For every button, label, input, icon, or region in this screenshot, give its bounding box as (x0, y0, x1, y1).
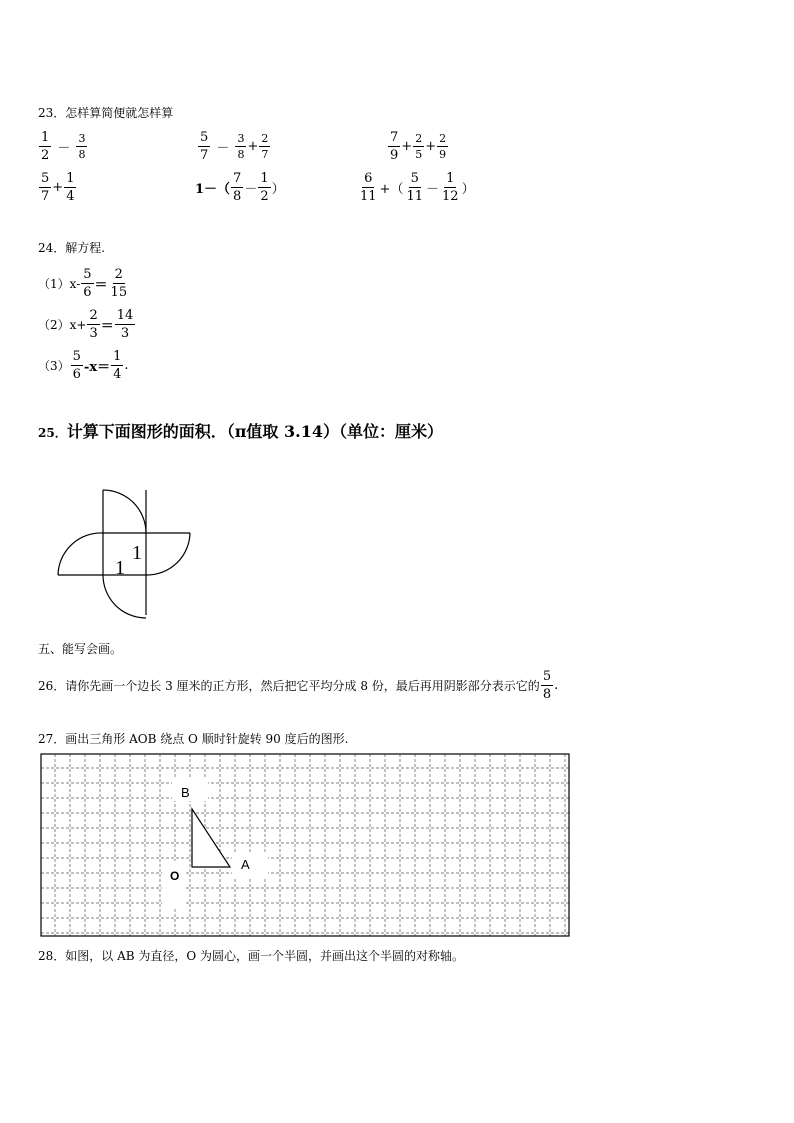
q24-eq-3 (38, 350, 129, 381)
q23-expr-5 (195, 172, 285, 203)
expr-prefix: 1－（ (195, 182, 231, 197)
dot-grid (40, 753, 572, 939)
frac-num: 5 (542, 669, 552, 684)
frac-num: 6 (364, 171, 373, 186)
q25-text: 计算下面图形的面积．（π值取 3.14）（单位：厘米） (66, 422, 443, 441)
frac-den: 7 (261, 148, 269, 161)
figure-arc-top (103, 490, 146, 533)
eq-label: （3） (38, 359, 70, 373)
frac-den: 2 (41, 148, 50, 163)
label-bg (162, 861, 186, 907)
frac-num: 5 (410, 171, 419, 186)
eq-label: （2）x+ (38, 318, 87, 332)
operator: － (426, 182, 440, 197)
expr-suffix: ） (271, 182, 285, 197)
q24-eq-2 (38, 309, 136, 340)
frac-num: 5 (41, 171, 50, 186)
figure-arc-left (58, 533, 103, 575)
frac-num: 1 (66, 171, 75, 186)
frac-num: 7 (390, 130, 399, 145)
frac-den: 2 (260, 189, 269, 204)
frac-num: 2 (114, 267, 123, 282)
figure-arc-bottom (103, 575, 146, 618)
frac-den: 4 (66, 189, 75, 204)
frac-den: 6 (72, 367, 81, 382)
operator: － (57, 141, 71, 156)
point-label-a: A (241, 857, 250, 872)
frac-num: 2 (415, 132, 423, 145)
frac-den: 8 (237, 148, 245, 161)
period: . (554, 678, 559, 693)
frac-den: 3 (120, 326, 130, 341)
equals-sign: ＝ (94, 278, 108, 293)
triangle-aob (192, 809, 230, 867)
q23-expr-2 (197, 131, 271, 162)
operator: + (401, 139, 413, 154)
period: . (124, 358, 129, 373)
frac-num: 2 (439, 132, 447, 145)
label-bg (232, 853, 268, 879)
pinwheel-figure (50, 485, 200, 625)
operator: + (52, 180, 64, 195)
frac-den: 15 (110, 285, 128, 300)
section-5-title: 五、能写会画。 (38, 642, 123, 656)
frac-den: 11 (406, 189, 423, 204)
eq-label: （1）x- (38, 277, 81, 291)
frac-num: 1 (113, 349, 122, 364)
side-label: 1 (132, 542, 142, 564)
q23-expr-1 (38, 131, 88, 162)
frac-den: 7 (200, 148, 209, 163)
frac-den: 8 (78, 148, 86, 161)
equals-sign: ＝ (100, 319, 114, 334)
frac-num: 1 (260, 171, 269, 186)
q23-title: 23．怎样算简便就怎样算 (38, 106, 174, 120)
label-bg (172, 779, 208, 801)
frac-den: 9 (439, 148, 447, 161)
q23-expr-6 (357, 172, 475, 203)
frac-den: 6 (83, 285, 92, 300)
frac-den: 7 (41, 189, 50, 204)
eq-middle: -x＝ (83, 360, 111, 375)
q27-text: 27．画出三角形 AOB 绕点 O 顺时针旋转 90 度后的图形. (38, 732, 349, 746)
q28-text: 28．如图，以 AB 为直径，O 为圆心，画一个半圆，并画出这个半圆的对称轴。 (38, 949, 465, 963)
figure-arc-right (146, 533, 190, 575)
frac-den: 3 (89, 326, 98, 341)
frac-num: 5 (72, 349, 81, 364)
operator: + (247, 139, 259, 154)
frac-den: 12 (442, 189, 459, 204)
frac-den: 11 (360, 189, 377, 204)
q25-title (38, 419, 443, 442)
frac-den: 8 (542, 687, 552, 702)
frac-num: 2 (261, 132, 269, 145)
operator: + (425, 139, 437, 154)
q24-title: 24．解方程. (38, 241, 106, 255)
operator: － (216, 141, 230, 156)
frac-num: 5 (200, 130, 209, 145)
q25-number: 25． (38, 426, 67, 440)
frac-den: 4 (113, 367, 122, 382)
frac-num: 2 (89, 308, 98, 323)
frac-num: 7 (233, 171, 242, 186)
expr-middle: +（ (379, 182, 404, 197)
point-label-b: B (181, 785, 190, 800)
frac-num: 1 (446, 171, 455, 186)
frac-num: 5 (83, 267, 92, 282)
q23-expr-4 (38, 172, 77, 203)
side-label: 1 (115, 557, 125, 579)
frac-num: 3 (237, 132, 245, 145)
operator: － (244, 182, 258, 197)
frac-num: 14 (116, 308, 134, 323)
frac-num: 1 (41, 130, 50, 145)
q24-eq-1 (38, 268, 130, 299)
q23-expr-3 (387, 131, 449, 162)
expr-suffix: ） (461, 182, 475, 197)
frac-den: 9 (390, 148, 399, 163)
frac-num: 3 (78, 132, 86, 145)
frac-den: 5 (415, 148, 423, 161)
point-label-o: O (170, 869, 180, 883)
frac-den: 8 (233, 189, 242, 204)
q26-text: 26．请你先画一个边长 3 厘米的正方形，然后把它平均分成 8 份，最后再用阴影部分表示它的 (38, 679, 540, 693)
q26-question (38, 670, 558, 701)
